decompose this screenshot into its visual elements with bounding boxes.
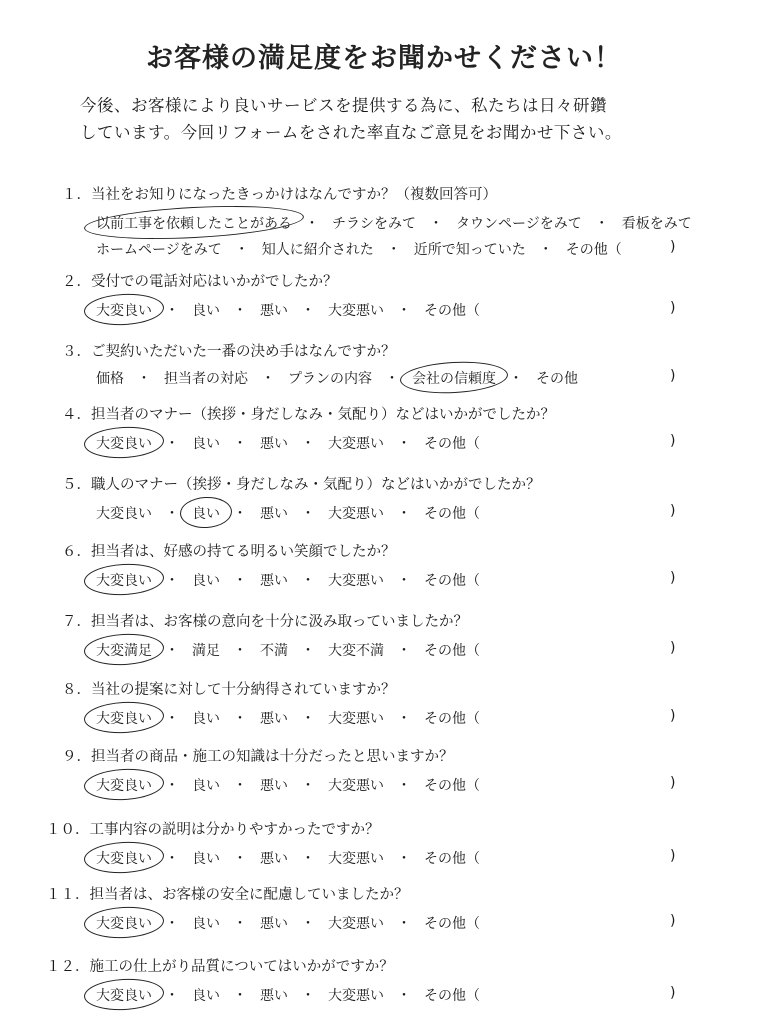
selected-option[interactable]: 大変良い	[96, 433, 152, 453]
option[interactable]: 大変悪い	[328, 916, 384, 932]
question-number: ３．	[62, 344, 91, 360]
close-paren: )	[670, 985, 676, 1001]
option[interactable]: タウンページをみて	[456, 216, 582, 232]
question-label: ご契約いただいた一番の決め手はなんですか？	[91, 344, 396, 360]
question-label: 当社をお知りになったきっかけはなんですか？（複数回答可）	[91, 187, 497, 203]
option[interactable]: 大変悪い	[328, 506, 384, 522]
selected-option[interactable]: 大変良い	[96, 708, 152, 728]
selected-option[interactable]: 大変良い	[96, 913, 152, 933]
option[interactable]: その他（	[424, 573, 480, 589]
intro-text	[80, 92, 740, 146]
option[interactable]: チラシをみて	[332, 216, 416, 232]
separator-dot: ・	[385, 371, 399, 387]
question-label: 担当者の商品・施工の知識は十分だったと思いますか？	[91, 749, 454, 765]
separator-dot: ・	[137, 371, 151, 387]
separator-dot: ・	[301, 711, 315, 727]
question-number: ５．	[62, 477, 91, 493]
separator-dot: ・	[301, 506, 315, 522]
separator-dot: ・	[165, 506, 179, 522]
question-text	[62, 678, 396, 699]
options-row	[96, 913, 480, 933]
close-paren: )	[670, 913, 676, 929]
options-row	[96, 368, 578, 388]
question-number: ２．	[62, 274, 91, 290]
selected-option[interactable]: 大変良い	[96, 985, 152, 1005]
separator-dot: ・	[233, 303, 247, 319]
option[interactable]: 良い	[192, 573, 220, 589]
question-number: ４．	[62, 407, 91, 423]
options-row	[96, 300, 480, 320]
separator-dot: ・	[233, 988, 247, 1004]
question-text	[46, 883, 409, 904]
question-text	[46, 955, 394, 976]
close-paren: )	[670, 300, 676, 316]
option[interactable]: 悪い	[260, 711, 288, 727]
close-paren: )	[670, 775, 676, 791]
option[interactable]: 大変悪い	[328, 988, 384, 1004]
separator-dot: ・	[301, 573, 315, 589]
option[interactable]: 良い	[192, 436, 220, 452]
question-text	[62, 340, 396, 361]
option[interactable]: 看板をみて	[621, 216, 692, 232]
option[interactable]: 大変悪い	[328, 436, 384, 452]
options-row	[96, 775, 480, 795]
close-paren: )	[670, 433, 676, 449]
close-paren: )	[670, 239, 676, 255]
selected-option[interactable]: 大変良い	[96, 300, 152, 320]
option[interactable]: 大変不満	[328, 643, 384, 659]
close-paren: )	[670, 368, 676, 384]
separator-dot: ・	[397, 916, 411, 932]
option[interactable]: 悪い	[260, 778, 288, 794]
option[interactable]: プランの内容	[288, 371, 372, 387]
question-label: 担当者は、好感の持てる明るい笑顔でしたか？	[91, 544, 396, 560]
close-paren: )	[670, 503, 676, 519]
separator-dot: ・	[233, 778, 247, 794]
separator-dot: ・	[165, 916, 179, 932]
close-paren: )	[670, 640, 676, 656]
separator-dot: ・	[165, 436, 179, 452]
option[interactable]: 悪い	[260, 916, 288, 932]
option[interactable]: その他（	[565, 242, 622, 258]
option[interactable]: 悪い	[260, 988, 288, 1004]
question-label: 担当者は、お客様の意向を十分に汲み取っていましたか？	[91, 614, 468, 630]
close-paren: )	[670, 848, 676, 864]
close-paren: )	[670, 570, 676, 586]
option[interactable]: 悪い	[260, 436, 288, 452]
separator-dot: ・	[397, 436, 411, 452]
question-label: 担当者は、お客様の安全に配慮していましたか？	[89, 887, 409, 903]
selected-option[interactable]: 会社の信頼度	[412, 368, 496, 388]
separator-dot: ・	[165, 988, 179, 1004]
option[interactable]: その他（	[424, 436, 480, 452]
question-label: 工事内容の説明は分かりやすかったですか？	[89, 822, 380, 838]
separator-dot: ・	[233, 851, 247, 867]
question-number: ７．	[62, 614, 91, 630]
separator-dot: ・	[165, 778, 179, 794]
option[interactable]: 価格	[96, 371, 124, 387]
separator-dot: ・	[165, 643, 179, 659]
question-text	[62, 610, 468, 631]
option[interactable]: 知人に紹介された	[261, 242, 374, 258]
separator-dot: ・	[234, 242, 249, 258]
option[interactable]: その他（	[424, 303, 480, 319]
option[interactable]: その他（	[424, 988, 480, 1004]
question-number: １２．	[46, 959, 90, 975]
separator-dot: ・	[301, 851, 315, 867]
question-text	[62, 745, 454, 766]
question-label: 当社の提案に対して十分納得されていますか？	[91, 682, 396, 698]
question-label: 受付での電話対応はいかがでしたか？	[91, 274, 338, 290]
page-title: お客様の満足度をお聞かせください！	[146, 43, 622, 74]
separator-dot: ・	[233, 916, 247, 932]
options-row	[96, 433, 480, 453]
selected-option[interactable]: 大変良い	[96, 848, 152, 868]
question-text	[62, 540, 396, 561]
option[interactable]: その他（	[424, 916, 480, 932]
separator-dot: ・	[165, 711, 179, 727]
question-number: ８．	[62, 682, 91, 698]
question-number: １０．	[46, 822, 90, 838]
question-text	[62, 270, 338, 291]
separator-dot: ・	[233, 711, 247, 727]
option[interactable]: 良い	[192, 916, 220, 932]
question-label: 施工の仕上がり品質についてはいかがですか？	[89, 959, 394, 975]
separator-dot: ・	[509, 371, 523, 387]
separator-dot: ・	[165, 851, 179, 867]
option[interactable]: その他（	[424, 851, 480, 867]
question-text	[62, 473, 541, 494]
option[interactable]: 大変悪い	[328, 573, 384, 589]
separator-dot: ・	[397, 711, 411, 727]
options-row	[96, 239, 622, 259]
selected-option[interactable]: 大変良い	[96, 570, 152, 590]
options-row	[96, 848, 480, 868]
option[interactable]: 悪い	[260, 851, 288, 867]
option[interactable]: その他（	[424, 778, 480, 794]
separator-dot: ・	[397, 643, 411, 659]
separator-dot: ・	[233, 643, 247, 659]
separator-dot: ・	[397, 778, 411, 794]
options-row	[96, 503, 480, 523]
separator-dot: ・	[301, 988, 315, 1004]
question-label: 職人のマナー（挨拶・身だしなみ・気配り）などはいかがでしたか？	[91, 477, 541, 493]
separator-dot: ・	[397, 506, 411, 522]
selected-option[interactable]: 大変良い	[96, 775, 152, 795]
option[interactable]: 大変悪い	[328, 303, 384, 319]
option[interactable]: 近所で知っていた	[413, 242, 526, 258]
separator-dot: ・	[165, 303, 179, 319]
options-row	[96, 570, 480, 590]
options-row	[96, 708, 480, 728]
selected-option[interactable]: 以前工事を依頼したことがある	[96, 213, 292, 233]
separator-dot: ・	[397, 303, 411, 319]
option[interactable]: 大変悪い	[328, 851, 384, 867]
question-text	[62, 183, 497, 204]
option[interactable]: 大変悪い	[328, 711, 384, 727]
option[interactable]: 満足	[192, 643, 220, 659]
option[interactable]: 良い	[192, 303, 220, 319]
separator-dot: ・	[305, 216, 319, 232]
option[interactable]: ホームページをみて	[96, 242, 222, 258]
option[interactable]: 良い	[192, 778, 220, 794]
separator-dot: ・	[301, 436, 315, 452]
separator-dot: ・	[261, 371, 275, 387]
separator-dot: ・	[429, 216, 443, 232]
separator-dot: ・	[397, 988, 411, 1004]
question-text	[62, 403, 555, 424]
option[interactable]: 大変悪い	[328, 778, 384, 794]
separator-dot: ・	[233, 573, 247, 589]
selected-option[interactable]: 良い	[192, 503, 220, 523]
option[interactable]: 良い	[192, 851, 220, 867]
separator-dot: ・	[594, 216, 609, 232]
question-text	[46, 818, 380, 839]
separator-dot: ・	[538, 242, 553, 258]
separator-dot: ・	[301, 916, 315, 932]
options-row	[96, 985, 480, 1005]
selected-option[interactable]: 大変満足	[96, 640, 152, 660]
question-label: 担当者のマナー（挨拶・身だしなみ・気配り）などはいかがでしたか？	[91, 407, 555, 423]
question-number: １．	[62, 187, 91, 203]
separator-dot: ・	[301, 643, 315, 659]
question-number: ９．	[62, 749, 91, 765]
question-number: １１．	[46, 887, 90, 903]
question-number: ６．	[62, 544, 91, 560]
options-row	[96, 640, 480, 660]
option[interactable]: 悪い	[260, 303, 288, 319]
option[interactable]: 担当者の対応	[164, 371, 248, 387]
option[interactable]: その他	[536, 371, 578, 387]
separator-dot: ・	[233, 506, 247, 522]
close-paren: )	[670, 708, 676, 724]
separator-dot: ・	[301, 303, 315, 319]
separator-dot: ・	[397, 851, 411, 867]
separator-dot: ・	[165, 573, 179, 589]
intro-line: 今後、お客様により良いサービスを提供する為に、私たちは日々研鑽	[80, 96, 607, 115]
options-row	[96, 213, 692, 233]
option[interactable]: その他（	[424, 711, 480, 727]
option[interactable]: 良い	[192, 711, 220, 727]
separator-dot: ・	[397, 573, 411, 589]
intro-line: しています。今回リフォームをされた率直なご意見をお聞かせ下さい。	[80, 123, 622, 142]
option[interactable]: その他（	[424, 643, 480, 659]
option[interactable]: 大変良い	[96, 506, 152, 522]
option[interactable]: 悪い	[260, 573, 288, 589]
separator-dot: ・	[233, 436, 247, 452]
separator-dot: ・	[386, 242, 401, 258]
separator-dot: ・	[301, 778, 315, 794]
option[interactable]: 不満	[260, 643, 288, 659]
option[interactable]: 悪い	[260, 506, 288, 522]
option[interactable]: その他（	[424, 506, 480, 522]
option[interactable]: 良い	[192, 988, 220, 1004]
